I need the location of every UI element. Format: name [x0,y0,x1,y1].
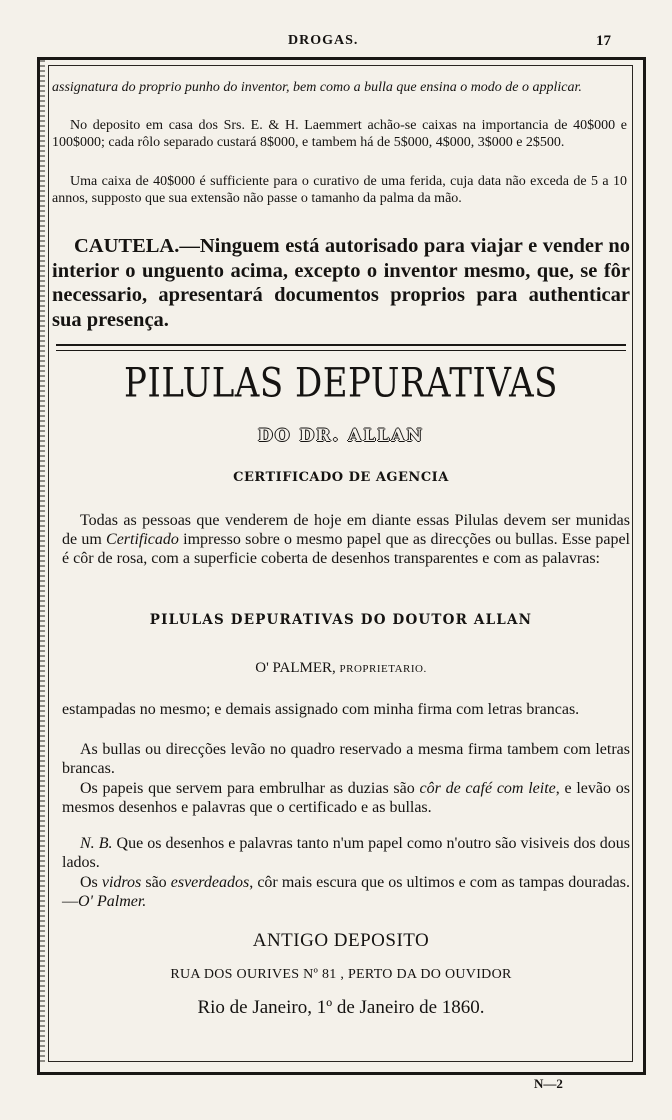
cautela-body: —Ninguem está autorisado para viajar e vender no interior o unguento acima, excepto o inventor mesmo, que, se fôr necessario, apresentará documentos proprios para authenticar sua presença. [52,235,630,331]
advert-paragraph-4: Os papeis que servem para embrulhar as duzias são côr de café com leite, e levão os mesmos desenhos e palavras que o certificado e as bullas. [62,780,630,816]
advert-date: Rio de Janeiro, 1º de Janeiro de 1860. [197,997,485,1018]
advert-subtitle: DO DR. ALLAN [257,426,424,446]
running-head: DROGAS. [288,33,359,48]
depot-heading: ANTIGO DEPOSITO [252,930,430,951]
advert-title: PILULAS DEPURATIVAS [124,360,558,408]
upper-paragraph-2: No deposito em casa dos Srs. E. & H. Laemmert achão-se caixas na importancia de 40$000 e 100$000; cada rôlo separado custará 8$000, e tambem há de 5$000, 4$000, 3$000 e 2$500. [52,118,627,150]
stamp-words: PILULAS DEPURATIVAS DO DOUTOR ALLAN [149,612,533,628]
upper-paragraph-1: assignatura do proprio punho do inventor, bem como a bulla que ensina o modo de o applicar. [52,80,582,95]
cautela-heading: CAUTELA. [74,235,180,257]
double-rule-divider [56,344,626,351]
proprietor-line: O' PALMER, PROPRIETARIO. [255,660,427,676]
depot-address: RUA DOS OURIVES Nº 81 , PERTO DA DO OUVIDOR [170,967,512,982]
page-number: 17 [596,33,611,49]
advert-paragraph-1: Todas as pessoas que venderem de hoje em diante essas Pilulas devem ser munidas de um Certificado impresso sobre o mesmo papel que as direcções ou bullas. Esse papel é côr de rosa, com a superficie coberta de desenhos transparentes e com as palavras: [62,512,631,567]
advert-paragraph-6: Os vidros são esverdeados, côr mais escura que os ultimos e com as tampas douradas.—O' Palmer. [62,874,630,910]
advert-paragraph-3: As bullas ou direcções levão no quadro reservado a mesma firma tambem com letras brancas. [62,741,630,777]
advert-paragraph-2: estampadas no mesmo; e demais assignado com minha firma com letras brancas. [62,701,580,718]
advert-paragraph-nb: N. B. Que os desenhos e palavras tanto n'um papel como n'outro são visiveis dos dous lados. [62,835,630,871]
upper-paragraph-3: Uma caixa de 40$000 é sufficiente para o curativo de uma ferida, cuja data não exceda de 5 a 10 annos, supposto que sua extensão não passe o tamanho da palma da mão. [52,174,627,206]
certificate-heading: CERTIFICADO DE AGENCIA [233,470,449,485]
printer-signature: N—2 [534,1076,563,1091]
cautela-notice [52,234,630,332]
